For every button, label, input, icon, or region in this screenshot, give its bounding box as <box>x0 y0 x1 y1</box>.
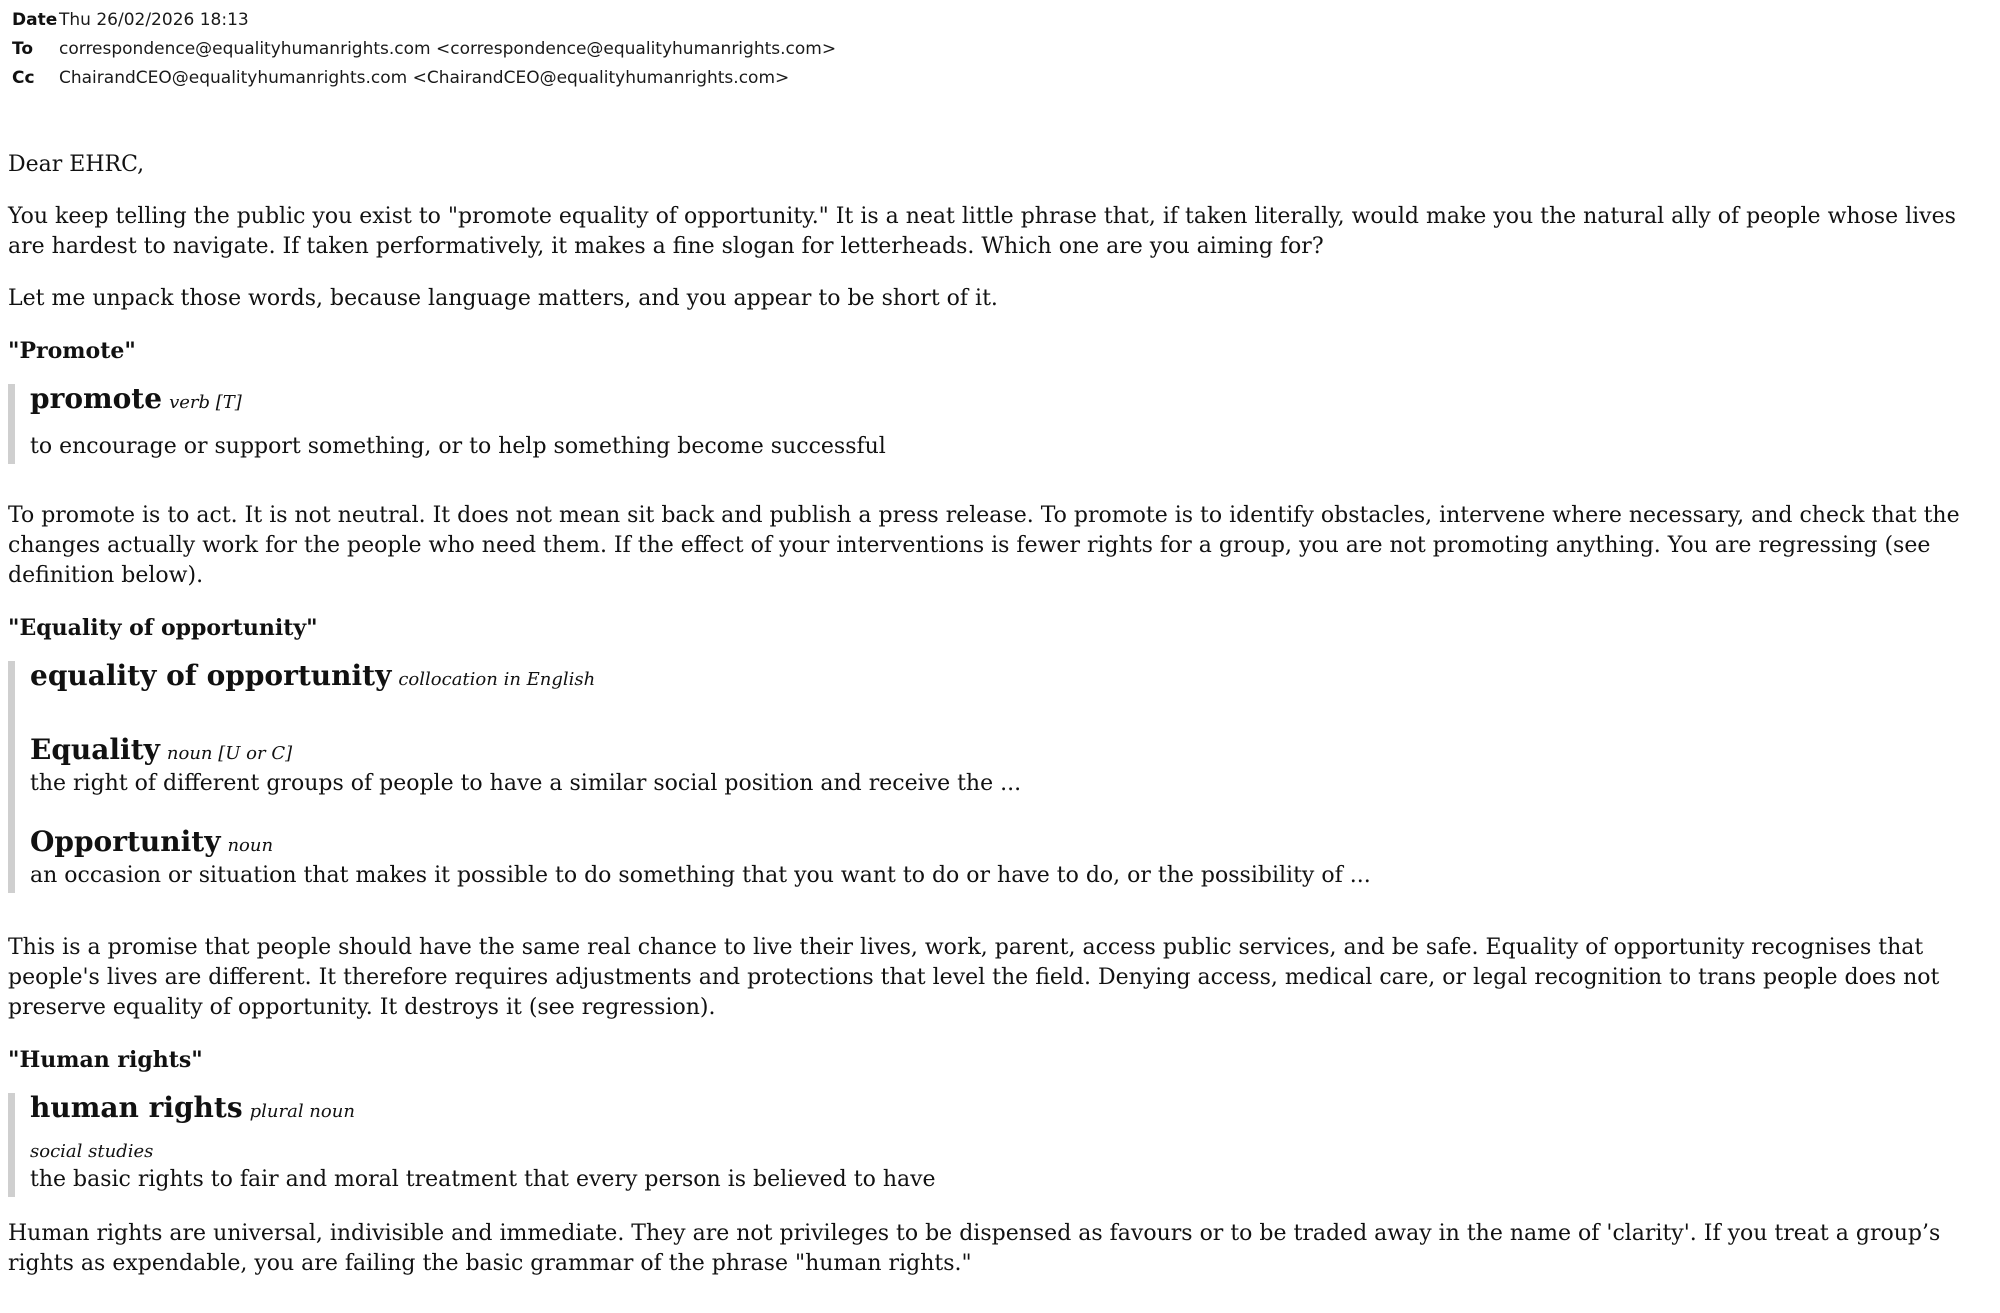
paragraph-promote: To promote is to act. It is not neutral. It does not mean sit back and publish a press release. To promote is to identify obstacles, intervene where necessary, and check that the changes actually work for the people who need them. If the effect of your interventions is fewer rights for a group, you are not promoting anything. You are regressing (see definition below). <box>8 503 1960 588</box>
heading-human-rights: "Human rights" <box>8 1047 203 1073</box>
definition-promote <box>8 384 1993 464</box>
definition-word: Equality <box>30 733 160 766</box>
definition-title <box>30 661 1993 695</box>
date-value: Thu 26/02/2026 18:13 <box>59 10 249 30</box>
paragraph-human-rights: Human rights are universal, indivisible and immediate. They are not privileges to be dispensed as favours or to be traded away in the name of 'clarity'. If you treat a group’s rights as expendable, you are failing the basic grammar of the phrase "human rights." <box>8 1221 1941 1276</box>
greeting: Dear EHRC, <box>8 152 145 177</box>
definition-title <box>30 1093 1993 1127</box>
definition-human-rights <box>8 1093 1993 1197</box>
definition-word: human rights <box>30 1091 243 1124</box>
definition-text: the basic rights to fair and moral treatment that every person is believed to have <box>30 1167 936 1192</box>
date-row <box>12 6 836 35</box>
definition-pos: noun <box>227 835 274 856</box>
definition-domain-label: social studies <box>30 1141 154 1162</box>
definition-word: promote <box>30 382 163 415</box>
heading-equality-of-opportunity: "Equality of opportunity" <box>8 615 318 641</box>
definition-pos: noun [U or C] <box>166 743 293 764</box>
definition-pos: verb [T] <box>169 392 242 413</box>
definition-subtitle-equality <box>30 735 1993 769</box>
definition-word: equality of opportunity <box>30 659 392 692</box>
cc-label: Cc <box>12 68 35 88</box>
definition-subtitle-opportunity <box>30 827 1993 861</box>
definition-title <box>30 384 1993 418</box>
email-header <box>12 6 836 93</box>
definition-pos: plural noun <box>249 1101 355 1122</box>
to-value[interactable]: correspondence@equalityhumanrights.com <correspondence@equalityhumanrights.com> <box>59 39 837 59</box>
date-label: Date <box>12 10 58 30</box>
to-row <box>12 35 836 64</box>
paragraph-intro: You keep telling the public you exist to "promote equality of opportunity." It is a neat little phrase that, if taken literally, would make you the natural ally of people whose lives are hardest to navigate. If taken performatively, it makes a fine slogan for letterheads. Which one are you aiming for? <box>8 204 1956 259</box>
definition-text: an occasion or situation that makes it possible to do something that you want to do or have to do, or the possibility of ... <box>30 863 1371 888</box>
to-label: To <box>12 39 34 59</box>
paragraph-equality: This is a promise that people should have the same real chance to live their lives, work, parent, access public services, and be safe. Equality of opportunity recognises that people's lives are different. It therefore requires adjustments and protections that level the field. Denying access, medical care, or legal recognition to trans people does not preserve equality of opportunity. It destroys it (see regression). <box>8 935 1940 1020</box>
definition-pos: collocation in English <box>398 669 596 690</box>
cc-value[interactable]: ChairandCEO@equalityhumanrights.com <ChairandCEO@equalityhumanrights.com> <box>59 68 790 88</box>
definition-equality-of-opportunity <box>8 661 1993 893</box>
heading-promote: "Promote" <box>8 338 136 364</box>
cc-row <box>12 64 836 93</box>
definition-text: to encourage or support something, or to help something become successful <box>30 434 886 459</box>
email-body <box>8 150 1993 1301</box>
definition-word: Opportunity <box>30 825 221 858</box>
definition-text: the right of different groups of people to have a similar social position and receive the ... <box>30 771 1022 796</box>
paragraph-unpack: Let me unpack those words, because language matters, and you appear to be short of it. <box>8 286 998 311</box>
